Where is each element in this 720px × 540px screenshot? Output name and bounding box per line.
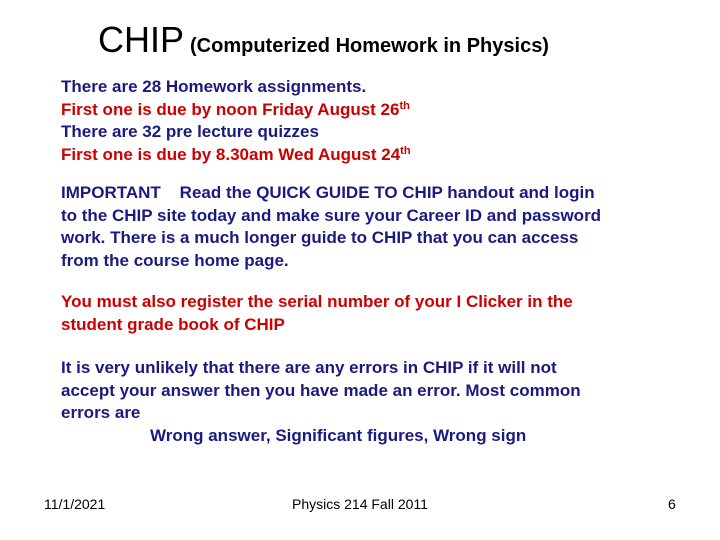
errors-block xyxy=(61,357,661,447)
footer-course: Physics 214 Fall 2011 xyxy=(292,496,428,512)
title-main: CHIP xyxy=(98,19,185,60)
errors-line: errors are xyxy=(61,403,141,422)
intro-line-quiz-due xyxy=(61,144,661,167)
intro-line-quiz-count: There are 32 pre lecture quizzes xyxy=(61,122,319,141)
homework-due-suffix: th xyxy=(399,99,410,112)
homework-due-text: First one is due by noon Friday August 26 xyxy=(61,99,400,119)
important-line: work. There is a much longer guide to CHIP that you can access xyxy=(61,228,579,247)
intro-block xyxy=(61,76,661,166)
clicker-line: student grade book of CHIP xyxy=(61,314,285,334)
quiz-due-text: First one is due by 8.30am Wed August 24 xyxy=(61,144,401,164)
footer-page-number: 6 xyxy=(668,496,676,512)
important-line: to the CHIP site today and make sure your Career ID and password xyxy=(61,205,602,225)
errors-line: It is very unlikely that there are any errors in CHIP if it will not xyxy=(61,358,557,377)
errors-line: accept your answer then you have made an error. Most common xyxy=(61,380,581,400)
slide-title xyxy=(98,19,549,60)
important-line: IMPORTANT Read the QUICK GUIDE TO CHIP handout and login xyxy=(61,183,595,202)
important-block xyxy=(61,182,661,272)
title-subtitle: (Computerized Homework in Physics) xyxy=(190,35,549,57)
footer-date: 11/1/2021 xyxy=(44,496,106,512)
intro-line-homework-due xyxy=(61,99,661,122)
important-line: from the course home page. xyxy=(61,250,289,270)
clicker-line: You must also register the serial number of your I Clicker in the xyxy=(61,292,573,311)
quiz-due-suffix: th xyxy=(400,144,411,157)
clicker-block xyxy=(61,291,661,336)
errors-common-list: Wrong answer, Significant figures, Wrong sign xyxy=(150,425,527,445)
intro-line-homework-count: There are 28 Homework assignments. xyxy=(61,77,367,96)
